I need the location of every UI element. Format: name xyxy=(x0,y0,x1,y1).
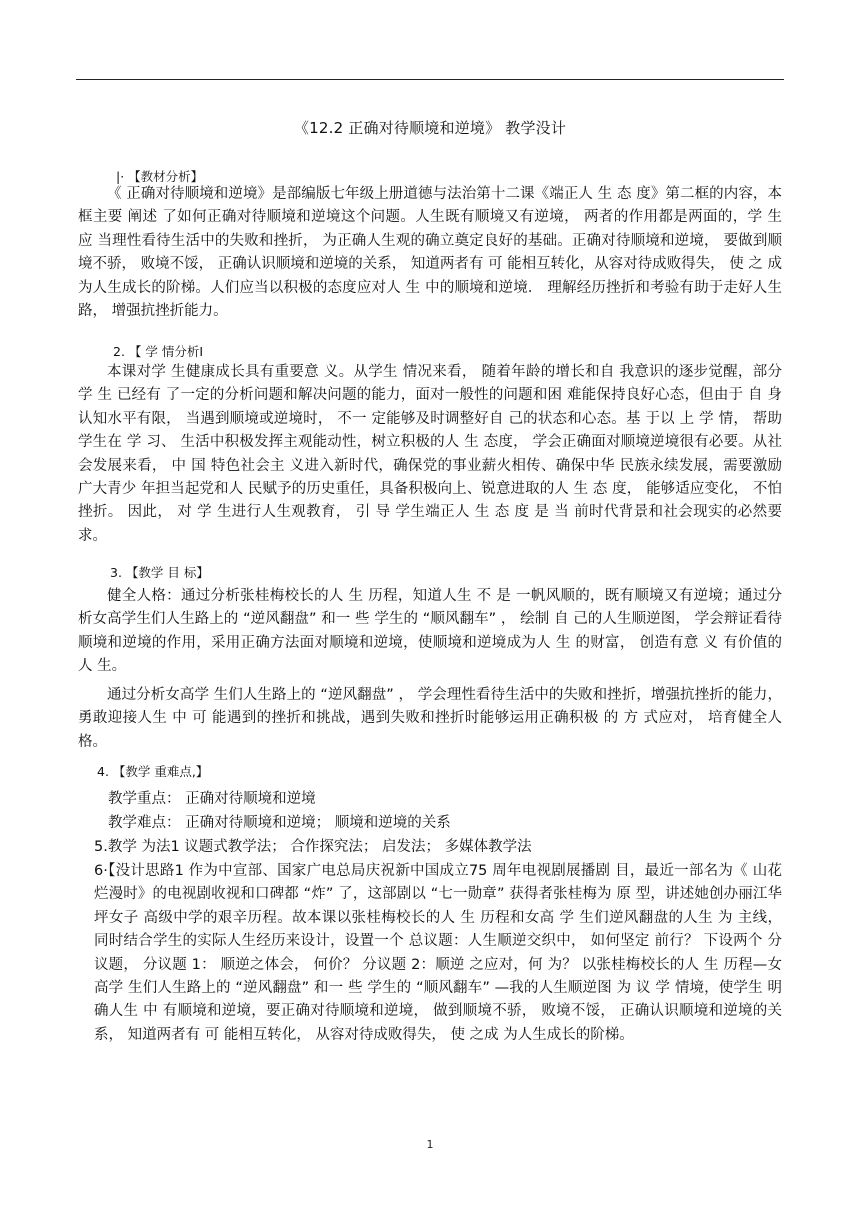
teaching-key-point: 教学重点： 正确对待顺境和逆境 xyxy=(108,791,316,807)
page-number: 1 xyxy=(426,1138,434,1151)
document-title: 《12.2 正确对待顺境和逆境》 教学没计 xyxy=(293,119,567,137)
section-heading-key-points: 4. 【教学 重难点,】 xyxy=(97,764,209,779)
section-heading-teaching-goals: 3. 【教学 目 标】 xyxy=(110,565,209,580)
section-material-analysis-text: 《 正确对待顺境和逆境》是部编版七年级上册道德与法治第十二课《端正人 生 态 度》第二框的内容，本框主要 阐述 了如何正确对待顺境和逆境这个问题。人生既有顺境又有逆境， 两者的作用都是两面的，学 生 应 当理性看待生活中的失败和挫折， 为正确人生观的确立奠定良好的基础。正确对待顺境和逆境， 要做到顺境不骄， 败境不馁， 正确认识顺境和逆境的关系， 知道两者有 可 能相互转化，从容对待成败得失， 使 之 成 为人生成长的阶梯。人们应当以积极的态度应对人 生 中的顺境和逆境． 理解经历挫折和考验有助于走好人生路， 增强抗挫折能力。 xyxy=(78,186,782,320)
header-rule xyxy=(76,79,784,80)
section-design-ideas-text: 6·【没计思路1 作为中宣部、国家广电总局庆祝新中国成立75 周年电视剧展播剧 目，最近一部名为《 山花烂漫时》的电视剧收视和口碑都 “炸” 了，这部剧以 “七一勋章” 获得者张桂梅为 原 型，讲述她创办丽江华坪女子 高级中学的艰辛历程。故本课以张桂梅校长的人 生 历程和女高 学 生们逆风翻盘的人生 为 主线， 同时结合学生的实际人生经历来设计，设置一个 总议题：人生顺逆交织中， 如何坚定 前行？ 下设两个 分议题， 分议题 1： 顺逆之体会， 何价？ 分议题 2：顺逆 之应对，何 为？ 以张桂梅校长的人 生 历程—女高学 生们人生路上的 “逆风翻盘” 和一 些 学生的 “顺风翻车” —我的人生顺逆图 为 议 学 情境，使学生 明确人生 中 有顺境和逆境，要正确对待顺境和逆境， 做到顺境不骄， 败境不馁， 正确认识顺境和逆境的关系， 知道两者有 可 能相互转化， 从容对待成败得失， 使 之成 为人生成长的阶梯。 xyxy=(94,863,782,1043)
teaching-difficulty: 教学难点： 正确对待顺境和逆境； 顺境和逆境的关系 xyxy=(108,815,451,831)
section-teaching-goals-text-2: 通过分析女高学 生们人生路上的 “逆风翻盘” ， 学会理性看待生活中的失败和挫折，增强抗挫折的能力，勇敢迎接人生 中 可 能遇到的挫折和挑战，遇到失败和挫折时能够运用正确积极 的 方 式应对， 培育健全人格。 xyxy=(78,687,782,750)
section-heading-student-analysis: 2. 【 学 情分析I xyxy=(113,344,204,359)
section-student-analysis-text: 本课对学 生健康成长具有重要意 义。从学生 情况来看， 随着年龄的增长和自 我意识的逐步觉醒，部分学 生 已经有 了一定的分析问题和解决问题的能力，面对一般性的问题和困 难能保持良好心态，但由于 自 身认知水平有限， 当遇到顺境或逆境时， 不一 定能够及时调整好自 己的状态和心态。基 于以 上 学 情， 帮助学生在 学 习、 生活中积极发挥主观能动性，树立积极的人 生 态度， 学会正确面对顺境逆境很有必要。从社会发展来看， 中 国 特色社会主 义进入新时代，确保党的事业薪火相传、确保中华 民族永续发展，需要激励广大青少 年担当起党和人 民赋予的历史重任，具备积极向上、锐意进取的人 生 态 度， 能够适应变化， 不怕挫折。 因此， 对 学 生进行人生观教育， 引 导 学生端正人 生 态 度 是 当 前时代背景和社会现实的必然要求。 xyxy=(78,364,782,544)
section-heading-material-analysis: |· 【教材分析】 xyxy=(116,169,204,184)
section-teaching-methods: 5.教学 为法1 议题式教学法； 合作探究法； 启发法； 多媒体教学法 xyxy=(94,839,532,855)
section-teaching-goals-text-1: 健全人格：通过分析张桂梅校长的人 生 历程，知道人生 不 是 一帆风顺的，既有顺境又有逆境；通过分析女高学生们人生路上的 “逆风翻盘” 和一 些 学生的 “顺风翻车” ， 绘制 自 己的人生顺逆图， 学会辩证看待顺境和逆境的作用，采用正确方法面对顺境和逆境，使顺境和逆境成为人 生 的财富， 创造有意 义 有价值的人 生。 xyxy=(78,588,782,675)
